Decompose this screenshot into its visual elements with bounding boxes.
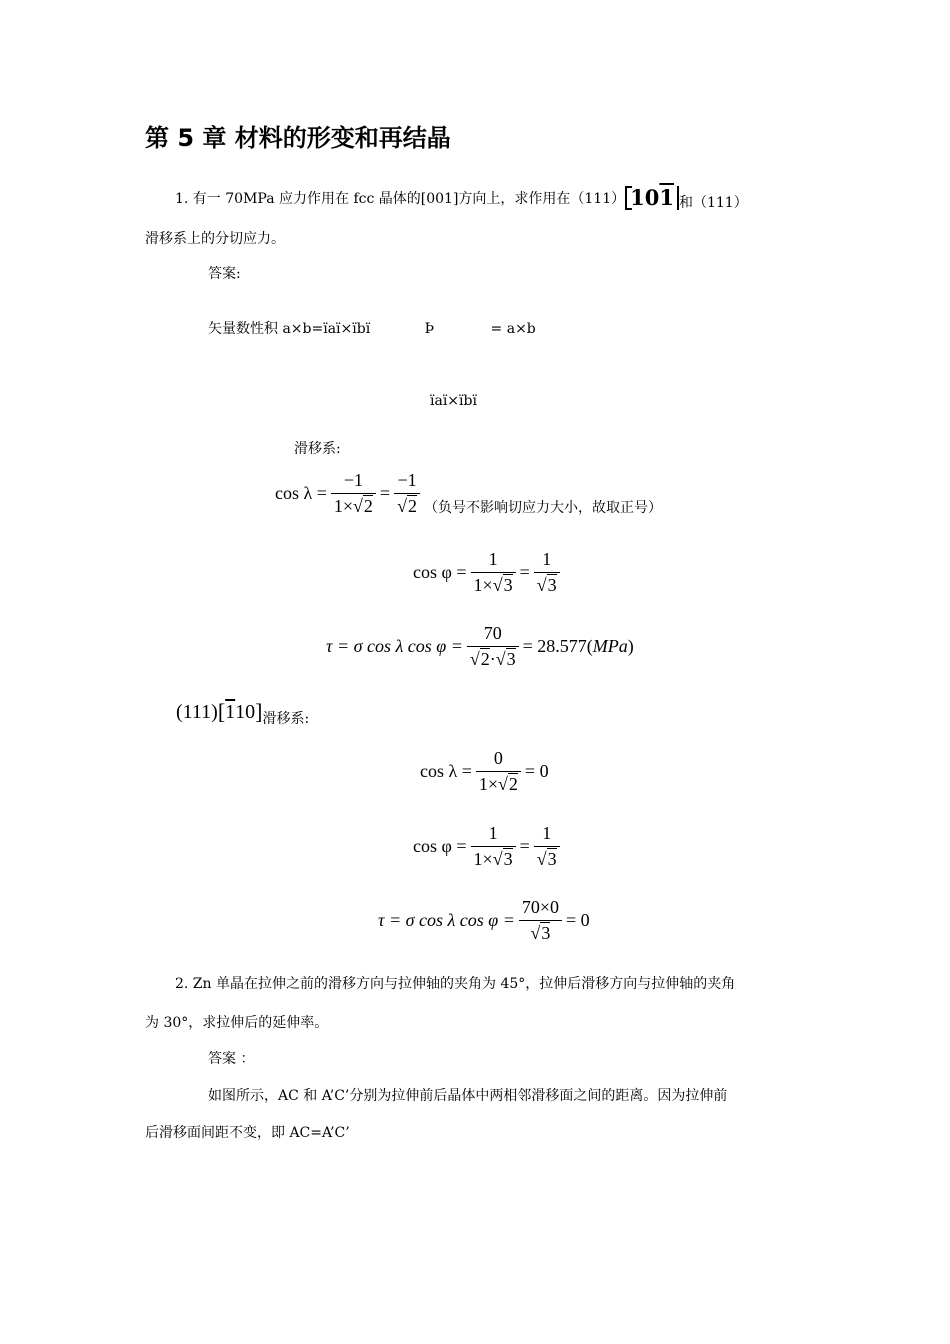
q1-text-post: 和（111） bbox=[678, 195, 748, 211]
vector-text-c: = a×b bbox=[490, 321, 536, 337]
miller-direction: 101 bbox=[625, 186, 679, 210]
q2-line1: 2. Zn 单晶在拉伸之前的滑移方向与拉伸轴的夹角为 45°，拉伸后滑移方向与拉伸轴的夹角 bbox=[175, 976, 736, 992]
sign-note: （负号不影响切应力大小，故取正号） bbox=[423, 499, 662, 516]
equation-cos-phi-1: cos φ = $\frac{1}{1\times√3}$ = $\frac{1}{√3}$ bbox=[413, 549, 564, 596]
equation-tau-1: τ = σ cos λ cos φ = $\frac{70}{√2\cdot√3}$ = 28.577( MPa ) bbox=[326, 623, 634, 669]
page-title: 第 5 章 材料的形变和再结晶 bbox=[145, 124, 451, 152]
equation-cos-lambda-1: cos λ = $\frac{-1}{1\times√2}$ = $\frac{-1}{√2}$ （负号不影响切应力大小，故取正号） bbox=[275, 470, 662, 516]
q1-text-pre: 1. 有一 70MPa 应力作用在 fcc 晶体的[001]方向上，求作用在（111） bbox=[175, 191, 626, 207]
para-line2: 后滑移面间距不变，即 AC=A’C’ bbox=[145, 1125, 350, 1141]
fraction: $\frac{-1}{1\times√2}$ bbox=[331, 470, 376, 517]
fraction: $\frac{1}{1\times√3}$ bbox=[471, 823, 516, 870]
q1-line1 bbox=[175, 178, 748, 218]
equation-cos-phi-2: cos φ = $\frac{1}{1\times√3}$ = $\frac{1}{√3}$ bbox=[413, 823, 564, 870]
slip-system-label-2: (111) [ 1 10 ] 滑移系: bbox=[176, 699, 310, 727]
fraction: $\frac{0}{1\times√2}$ bbox=[476, 748, 521, 795]
equation-cos-lambda-2: cos λ = $\frac{0}{1\times√2}$ = 0 bbox=[420, 748, 549, 794]
q1-line2: 滑移系上的分切应力。 bbox=[145, 231, 285, 247]
fraction: $\frac{1}{1\times√3}$ bbox=[471, 549, 516, 596]
fraction: $\frac{-1}{√2}$ bbox=[394, 470, 420, 517]
vector-denominator: ïaï×ïbï bbox=[430, 393, 477, 409]
fraction: $\frac{1}{√3}$ bbox=[534, 823, 560, 870]
para-line1: 如图所示，AC 和 A’C’分别为拉伸前后晶体中两相邻滑移面之间的距离。因为拉伸前 bbox=[208, 1088, 728, 1104]
vector-product-line bbox=[208, 318, 536, 338]
vector-text-b: Þ bbox=[424, 321, 435, 337]
answer-label-2: 答案 ： bbox=[208, 1051, 255, 1067]
answer-label-1: 答案: bbox=[208, 266, 241, 282]
fraction: $\frac{1}{√3}$ bbox=[534, 549, 560, 596]
equation-tau-2: τ = σ cos λ cos φ = $\frac{70\times 0}{√3}$ = 0 bbox=[378, 897, 590, 943]
fraction: $\frac{70}{√2\cdot√3}$ bbox=[467, 623, 519, 670]
vector-text-a: 矢量数性积 a×b=ïaï×ïbï bbox=[208, 321, 371, 337]
slip-system-label-1: 滑移系: bbox=[294, 441, 341, 457]
fraction: $\frac{70\times 0}{√3}$ bbox=[519, 897, 562, 944]
q2-line2: 为 30°，求拉伸后的延伸率。 bbox=[145, 1015, 329, 1031]
